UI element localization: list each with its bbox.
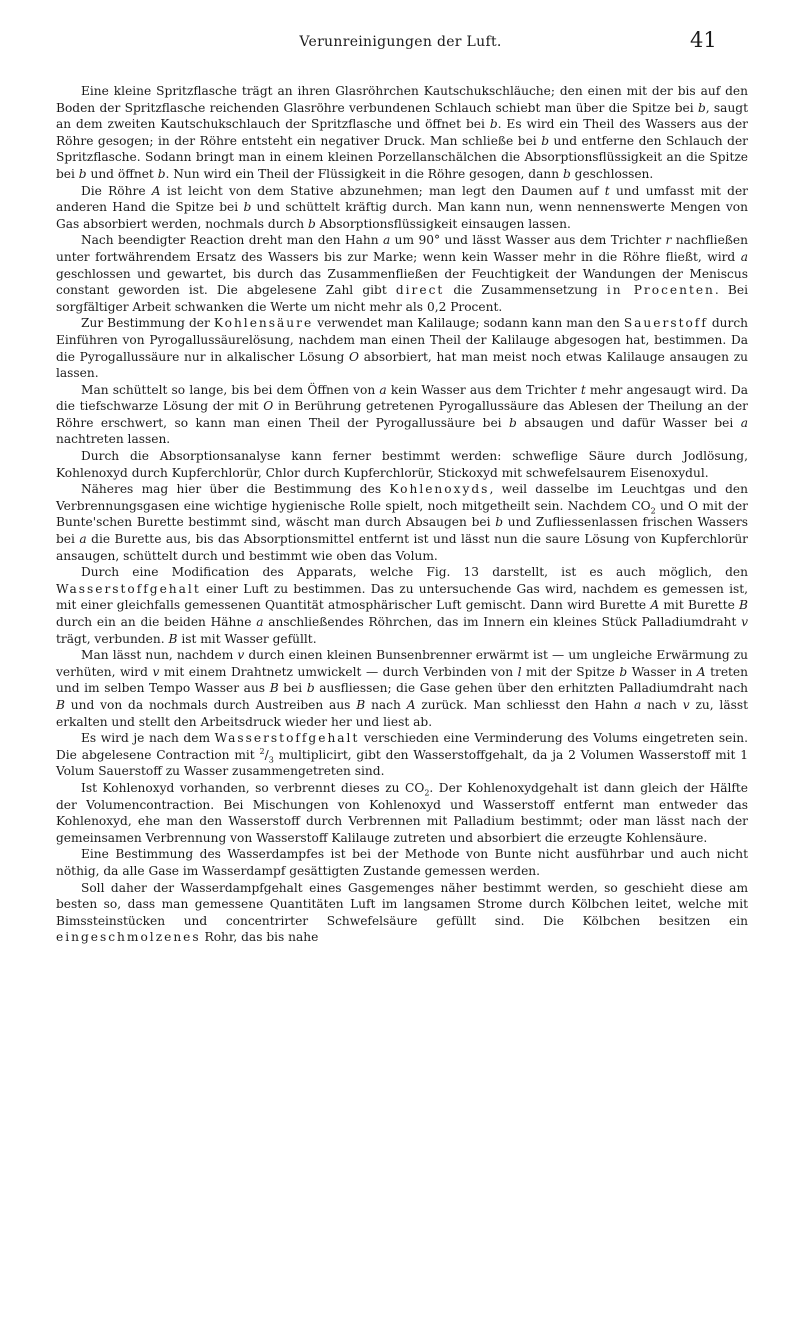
text-run: nach: [641, 697, 683, 712]
italic-symbol: B: [739, 598, 748, 613]
text-run: mit einem Drahtnetz umwickelt — durch Verbinden von: [159, 664, 518, 679]
italic-symbol: t: [604, 183, 610, 198]
italic-symbol: b: [157, 166, 166, 181]
paragraph: [56, 564, 748, 647]
text-run: zurück. Man schliesst den Hahn: [415, 697, 634, 712]
text-run: kein Wasser aus dem Trichter: [386, 382, 581, 397]
italic-symbol: B: [356, 697, 366, 712]
text-run: 2: [259, 746, 265, 756]
text-run: Ist Kohlenoxyd vorhanden, so verbrennt dieses zu CO: [81, 780, 425, 795]
italic-symbol: b: [243, 200, 252, 215]
paragraph: [56, 382, 748, 448]
text-run: Soll daher der Wasserdampfgehalt eines Gasgemenges näher bestimmt werden, so geschieht diese am besten so, dass man gemessene Quantitäten Luft im langsamen Strome durch Kölbchen leitet, welche mit Bimssteinstücken und concentrirter Schwefelsäure gefüllt sind. Die Kölbchen besitzen ein: [56, 880, 748, 928]
italic-symbol: a: [740, 415, 748, 430]
text-run: zu, lässt erkalten und stellt den Arbeitsdruck wieder her und liest ab.: [56, 697, 748, 729]
text-run: Es wird je nach dem: [81, 731, 215, 746]
italic-symbol: b: [307, 216, 316, 231]
text-run: Absorptionsflüssigkeit einsaugen lassen.: [315, 216, 571, 231]
text-run: Durch die Absorptionsanalyse kann ferner bestimmt werden: schweflige Säure durch Jodlösung, Kohlenoxyd durch Kupferchlorür, Chlor durch Kupferchlorür, Stickoxyd mit schwefelsaurem Eisenoxydul.: [56, 449, 748, 480]
text-run: Nach beendigter Reaction dreht man den Hahn: [81, 233, 384, 248]
italic-symbol: A: [696, 664, 706, 679]
paragraph: [56, 846, 748, 879]
text-run: Man lässt nun, nachdem: [81, 648, 238, 663]
italic-symbol: B: [168, 631, 178, 646]
italic-symbol: b: [78, 166, 87, 181]
paragraph: [56, 315, 748, 381]
text-run: die Burette aus, bis das Absorptionsmittel entfernt ist und lässt nun die saure Lösung von Kupferchlorür ansaugen, schüttelt durch und bestimmt wie oben das Volum.: [56, 532, 749, 563]
text-run: durch ein an die beiden Hähne: [56, 615, 257, 629]
italic-symbol: v: [741, 615, 748, 629]
paragraph: [56, 232, 748, 315]
italic-symbol: r: [665, 233, 672, 248]
text-run: und schüttelt kräftig durch. Man kann nun, wenn nennenswerte Mengen von Gas absorbiert werden, nochmals durch: [56, 200, 748, 231]
paragraph: [56, 647, 748, 730]
spaced-emphasis: Wasserstoffgehalt: [214, 731, 360, 746]
page-header: [0, 26, 801, 54]
text-run: und entferne den Schlauch der Spritzflasche. Sodann bringt man in einem kleinen Porzellanschälchen die Absorptionsflüssigkeit an die Spitze bei: [56, 133, 748, 181]
text-run: in Berührung getretenen Pyrogallussäure das Ablesen der Theilung an der Röhre erschwert, so kann man einen Theil der Pyrogallussäure bei: [56, 399, 748, 430]
text-run: und Zufliessenlassen frischen Wassers bei: [56, 515, 748, 547]
spaced-emphasis: Kohlensäure: [213, 316, 314, 331]
paragraph: [56, 730, 748, 780]
text-run: die Zusammensetzung: [444, 283, 607, 298]
text-run: 2: [424, 788, 430, 798]
text-run: durch Einführen von Pyrogallussäurelösung, nachdem man einen Theil der Kalilauge abgesogen hat, bestimmen. Da die Pyrogallussäure nur in alkalischer Lösung: [56, 316, 748, 364]
text-run: Zur Bestimmung der: [81, 316, 214, 331]
italic-symbol: b: [489, 117, 498, 132]
text-run: und O mit der Bunte'schen Burette bestimmt sind, wäscht man durch Absaugen bei: [56, 498, 748, 530]
spaced-emphasis: Kohlenoxyds: [389, 482, 490, 497]
text-run: nachtreten lassen.: [56, 432, 171, 447]
italic-symbol: A: [151, 183, 161, 198]
text-run: multiplicirt, gibt den Wasserstoffgehalt, da ja 2 Volumen Wasserstoff mit 1 Volum Sauerstoff zu Wasser zusammengetreten sind.: [56, 747, 748, 779]
paragraph: [56, 448, 748, 481]
text-run: 3: [268, 755, 274, 765]
paragraph: [56, 880, 748, 946]
italic-symbol: v: [152, 664, 160, 679]
spaced-emphasis: Wasserstoffgehalt: [56, 581, 201, 596]
text-run: , weil dasselbe im Leuchtgas und den Verbrennungsgasen eine wichtige hygienische Rolle spielt, noch mitgetheilt sein. Nachdem CO: [56, 482, 748, 513]
text-run: einer Luft zu bestimmen. Das zu untersuchende Gas wird, nachdem es gemessen ist, mit einer gleichfalls gemessenen Quantität atmosphärischer Luft gemischt. Dann wird Burette: [56, 581, 748, 613]
text-run: /: [264, 747, 269, 762]
running-head: Verunreinigungen der Luft.: [299, 34, 502, 50]
paragraph: [56, 183, 748, 233]
paragraph: [56, 481, 748, 564]
italic-symbol: B: [269, 681, 279, 696]
italic-symbol: b: [541, 133, 549, 148]
text-run: Eine kleine Spritzflasche trägt an ihren Glasröhrchen Kautschukschläuche; den einen mit der bis auf den Boden der Spritzflasche reichenden Glasröhre verbundenen Schlauch schiebt man über die Spitze bei: [56, 84, 748, 115]
spaced-emphasis: Sauerstoff: [623, 316, 708, 331]
text-run: und öffnet: [86, 166, 158, 181]
italic-symbol: A: [650, 598, 660, 613]
text-run: durch einen kleinen Bunsenbrenner erwärmt ist — um ungleiche Erwärmung zu verhüten, wird: [56, 648, 748, 679]
body-text: [56, 83, 748, 946]
italic-symbol: a: [633, 697, 642, 712]
italic-symbol: b: [306, 681, 315, 696]
italic-symbol: v: [682, 697, 690, 712]
text-run: Man schüttelt so lange, bis bei dem Öffnen von: [81, 382, 380, 397]
italic-symbol: v: [237, 648, 245, 663]
text-run: mit Burette: [659, 598, 740, 613]
text-run: und umfasst mit der anderen Hand die Spitze bei: [56, 183, 748, 215]
text-run: Die Röhre: [81, 183, 152, 198]
italic-symbol: a: [379, 382, 387, 397]
text-run: . Nun wird ein Theil der Flüssigkeit in die Röhre gesogen, dann: [165, 166, 563, 181]
text-run: . Bei sorgfältiger Arbeit schwanken die Werte um nicht mehr als 0,2 Procent.: [56, 283, 748, 314]
page-number: 41: [690, 28, 717, 52]
text-run: Eine Bestimmung des Wasserdampfes ist bei der Methode von Bunte nicht ausführbar und auch nicht nöthig, da alle Gase im Wasserdampf gesättigten Zustande gemessen werden.: [56, 847, 748, 878]
text-run: Näheres mag hier über die Bestimmung des: [81, 482, 390, 497]
spaced-emphasis: in Procenten: [606, 283, 715, 298]
text-run: ist leicht von dem Stative abzunehmen; man legt den Daumen auf: [160, 183, 605, 198]
text-run: , saugt an dem zweiten Kautschukschlauch der Spritzflasche und öffnet bei: [56, 100, 748, 132]
text-run: nach: [365, 697, 407, 712]
text-run: treten und im selben Tempo Wasser aus: [56, 664, 748, 696]
text-run: ist mit Wasser gefüllt.: [177, 631, 317, 646]
italic-symbol: O: [349, 349, 360, 364]
text-run: Rohr, das bis nahe: [200, 930, 319, 945]
italic-symbol: B: [56, 697, 65, 712]
italic-symbol: l: [517, 664, 522, 679]
text-run: geschlossen.: [570, 166, 654, 181]
text-run: anschließendes Röhrchen, das im Innern ein kleines Stück Palladiumdraht: [263, 615, 742, 629]
text-run: . Der Kohlenoxydgehalt ist dann gleich der Hälfte der Volumencontraction. Bei Mischungen von Kohlenoxyd und Wasserstoff entfernt man entweder das Kohlenoxyd, ehe man den Wasserstoff durch Verbrennen mit Palladium bestimmt; oder man lässt nach der gemeinsamen Verbrennung von Wasserstoff Kalilauge zutreten und absorbiert die erzeugte Kohlensäure.: [56, 780, 748, 845]
text-run: Wasser in: [627, 664, 697, 679]
text-run: absorbiert, hat man meist noch etwas Kalilauge ansaugen zu lassen.: [56, 349, 748, 381]
italic-symbol: O: [263, 399, 274, 414]
text-run: verschieden eine Verminderung des Volums eingetreten sein. Die abgelesene Contraction mit: [56, 731, 748, 762]
italic-symbol: t: [580, 382, 586, 397]
spaced-emphasis: eingeschmolzenes: [56, 930, 201, 945]
text-run: mehr angesaugt wird. Da die tiefschwarze Lösung der mit: [56, 382, 748, 414]
text-run: . Es wird ein Theil des Wassers aus der Röhre gesogen; in der Röhre entsteht ein negativer Druck. Man schließe bei: [56, 117, 748, 148]
text-run: bei: [278, 681, 307, 696]
text-run: 2: [650, 506, 656, 516]
text-run: Durch eine Modification des Apparats, welche Fig. 13 darstellt, ist es auch möglich, den: [81, 565, 748, 580]
text-run: trägt, verbunden.: [56, 631, 169, 646]
italic-symbol: b: [697, 100, 706, 115]
italic-symbol: a: [256, 615, 264, 629]
text-run: mit der Spitze: [521, 664, 620, 679]
paragraph: [56, 780, 748, 846]
text-run: geschlossen und gewartet, bis durch das Zusammenfließen der Feuchtigkeit der Wandungen der Meniscus constant geworden ist. Die abgelesene Zahl gibt: [56, 266, 748, 298]
italic-symbol: a: [383, 233, 391, 248]
italic-symbol: a: [740, 249, 748, 264]
text-run: nachfließen unter fortwährendem Ersatz des Wassers bis zur Marke; wenn kein Wasser mehr in die Röhre fließt, wird: [56, 233, 748, 264]
spaced-emphasis: direct: [395, 283, 445, 298]
italic-symbol: b: [509, 415, 517, 430]
paragraph: [56, 83, 748, 183]
text-run: verwendet man Kalilauge; sodann kann man den: [313, 316, 624, 331]
italic-symbol: A: [406, 697, 416, 712]
text-run: um 90° und lässt Wasser aus dem Trichter: [390, 233, 666, 248]
text-run: absaugen und dafür Wasser bei: [516, 415, 741, 430]
text-run: ausfliessen; die Gase gehen über den erhitzten Palladiumdraht nach: [314, 681, 748, 696]
text-run: und von da nochmals durch Austreiben aus: [64, 697, 357, 712]
italic-symbol: b: [619, 664, 628, 679]
italic-symbol: a: [79, 532, 87, 547]
italic-symbol: b: [562, 166, 571, 181]
italic-symbol: b: [495, 515, 504, 530]
